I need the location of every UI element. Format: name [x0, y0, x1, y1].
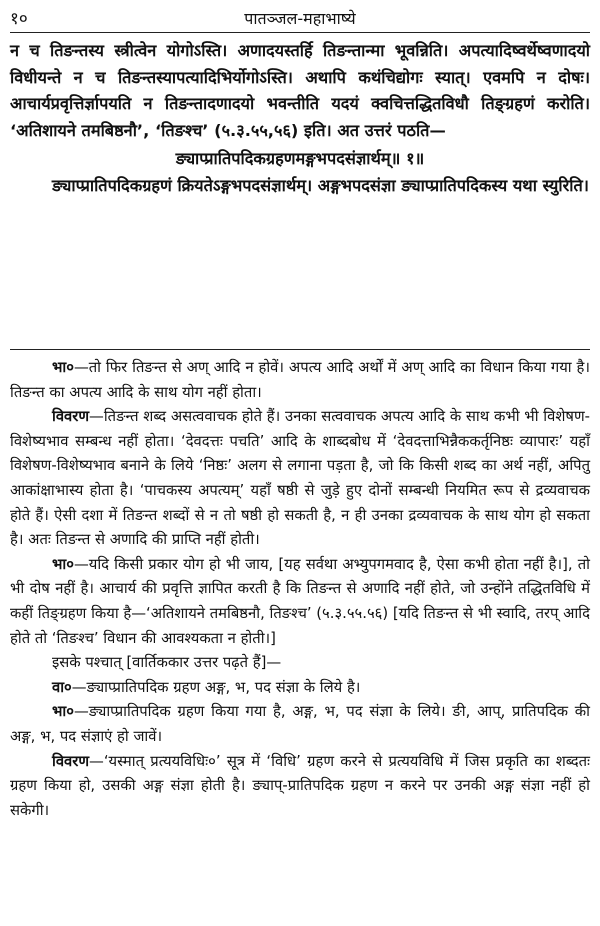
running-title: पातञ्जल-महाभाष्ये	[244, 9, 356, 28]
running-header	[10, 6, 590, 30]
vivarana-label: विवरण	[52, 752, 90, 770]
sanskrit-paragraph-1: न च तिङन्तस्य स्त्रीत्वेन योगोऽस्ति। अणादयस्तर्हि तिङन्तान्मा भूवन्निति। अपत्यादिष्वर्थेष्वणादयो विधीयन्ते न च तिङन्तस्यापत्यादिभिर्योगोऽस्ति। अथापि कथंचिद्योगः स्यात्। एवमपि न दोषः। आचार्यप्रवृत्तिर्ज्ञापयति न तिङन्तादणादयो भवन्तीति यदयं क्वचित्तद्धितविधौ तिङ्ग्रहणं करोति। ‘अतिशायने तमबिष्ठनौ’, ‘तिङश्च’ (५.३.५५,५६) इति। अत उत्तरं पठति—	[10, 41, 590, 140]
commentary-paragraph-vartika	[10, 676, 590, 701]
sanskrit-text-block	[10, 38, 590, 199]
section-divider	[10, 349, 590, 350]
page-number: १०	[10, 9, 28, 29]
vartika-label: वा०	[52, 678, 72, 696]
commentary-paragraph-transition: इसके पश्चात् [वार्तिककार उत्तर पढ़ते हैं]—	[52, 654, 282, 672]
commentary-paragraph-vivarana-2	[10, 750, 590, 824]
vartika-line: ङ्याप्प्रातिपदिकग्रहणमङ्गभपदसंज्ञार्थम्॥ १॥	[175, 149, 425, 168]
vivarana-label: विवरण	[52, 408, 90, 426]
header-rule	[10, 32, 590, 33]
bhashya-label: भा०	[52, 359, 74, 376]
commentary-paragraph-vivarana-1	[10, 405, 590, 553]
commentary-text: —ङ्याप्प्रातिपदिक ग्रहण किया गया है, अङ्ग, भ, पद संज्ञा के लिये। ङी, आप्, प्रातिपदिक की अङ्ग, भ, पद संज्ञाएं हो जावें।	[10, 703, 590, 745]
commentary-paragraph-bhashya-3	[10, 700, 590, 749]
commentary-text: —तो फिर तिङन्त से अण् आदि न होवें। अपत्य आदि अर्थों में अण् आदि का विधान किया गया है। तिङन्त का अपत्य आदि के साथ योग नहीं होता।	[10, 359, 590, 401]
commentary-text: —यदि किसी प्रकार योग हो भी जाय, [यह सर्वथा अभ्युपगमवाद है, ऐसा कभी होता नहीं है।], तो भी दोष नहीं है। आचार्य की प्रवृत्ति ज्ञापित करती है कि तिङन्त से अणादि नहीं होते, जो उन्होंने तद्धितविधि में कहीं तिङ्ग्रहण किया है—‘अतिशायने तमबिष्ठनौ, तिङश्च’ (५.३.५५.५६) [यदि तिङन्त से भी स्वादि, तरप् आदि होते तो ‘तिङश्च’ विधान की आवश्यकता न होती।]	[10, 555, 590, 647]
bhashya-label: भा०	[52, 703, 74, 721]
commentary-text: —ङ्याप्प्रातिपदिक ग्रहण अङ्ग, भ, पद संज्ञा के लिये है।	[71, 678, 361, 696]
sanskrit-paragraph-2: ङ्याप्प्रातिपदिकग्रहणं क्रियतेऽङ्गभपदसंज्ञार्थम्। अङ्गभपदसंज्ञा ङ्याप्प्रातिपदिकस्य यथा स्युरिति।	[52, 175, 589, 195]
commentary-paragraph-bhashya-2	[10, 553, 590, 651]
hindi-commentary	[10, 356, 590, 823]
commentary-text: —‘यस्मात् प्रत्ययविधिः०’ सूत्र में ‘विधि’ ग्रहण करने से प्रत्ययविधि में जिस प्रकृति का शब्दतः ग्रहण किया हो, उसकी अङ्ग संज्ञा होती है। ङ्याप्-प्रातिपदिक ग्रहण न करने पर उनकी अङ्ग संज्ञा नहीं हो सकेगी।	[10, 752, 590, 819]
bhashya-label: भा०	[52, 555, 74, 573]
commentary-paragraph-bhashya-1	[10, 356, 590, 405]
commentary-text: —तिङन्त शब्द असत्ववाचक होते हैं। उनका सत्ववाचक अपत्य आदि के साथ कभी भी विशेषण-विशेष्यभाव सम्बन्ध नहीं होता। ‘देवदत्तः पचति’ आदि के शाब्दबोध में ‘देवदत्ताभिन्नैककर्तृनिष्ठः व्यापारः’ यहाँ विशेषण-विशेष्यभाव बनाने के लिये ‘निष्ठः’ अलग से लगाना पड़ता है, जो कि किसी शब्द का अर्थ नहीं, अपितु आकांक्षाभास्य होता है। ‘पाचकस्य अपत्यम्’ यहाँ षष्ठी से जुड़े हुए दोनों सम्बन्धी नियमित रूप से द्रव्यवाचक होते हैं। ऐसी दशा में तिङन्त शब्दों से न तो षष्ठी हो सकती है, न ही उनका द्रव्यवाचक के साथ योग हो सकता है। अतः तिङन्त से अणादि की प्राप्ति नहीं होती।	[10, 408, 590, 549]
